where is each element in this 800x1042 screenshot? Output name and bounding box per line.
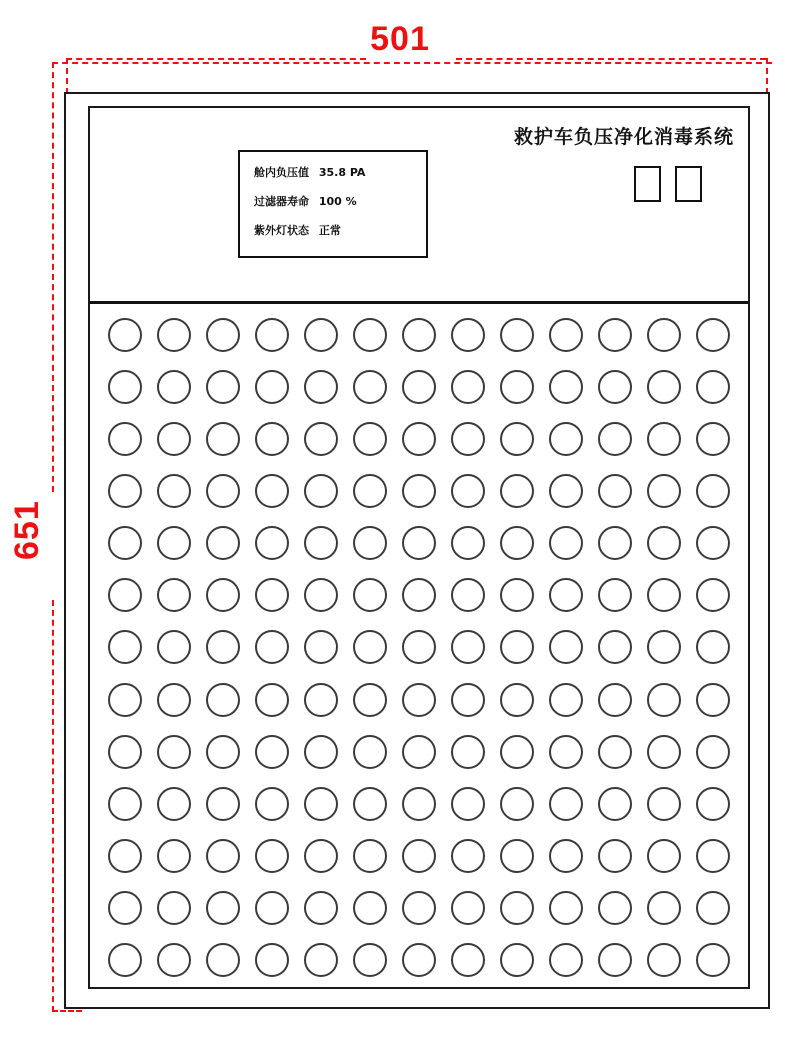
grille-hole (696, 318, 730, 352)
grille-hole (696, 891, 730, 925)
grille-row (100, 370, 738, 404)
grille-hole (157, 422, 191, 456)
grille-hole (402, 839, 436, 873)
grille-hole (500, 683, 534, 717)
status-label-filter-life: 过滤器寿命 (254, 195, 309, 208)
grille-hole (598, 630, 632, 664)
grille-hole (451, 318, 485, 352)
status-display-box (238, 150, 428, 258)
grille-hole (304, 474, 338, 508)
grille-hole (108, 578, 142, 612)
grille-hole (549, 787, 583, 821)
grille-hole (500, 474, 534, 508)
grille-hole (647, 839, 681, 873)
grille-hole (549, 474, 583, 508)
grille-hole (157, 683, 191, 717)
grille-hole (598, 839, 632, 873)
grille-hole (255, 318, 289, 352)
grille-hole (402, 787, 436, 821)
grille-hole (500, 526, 534, 560)
grille-hole (304, 787, 338, 821)
grille-hole (402, 683, 436, 717)
grille-hole (451, 735, 485, 769)
grille-hole (108, 943, 142, 977)
grille-hole (451, 630, 485, 664)
grille-hole (647, 891, 681, 925)
grille-hole (157, 318, 191, 352)
grille-hole (402, 318, 436, 352)
grille-hole (255, 578, 289, 612)
height-dimension-line-bottom (52, 600, 54, 1012)
grille-hole (598, 318, 632, 352)
perforated-air-grille (90, 304, 748, 987)
grille-hole (696, 422, 730, 456)
grille-hole (108, 891, 142, 925)
button-group (634, 166, 702, 202)
grille-hole (402, 630, 436, 664)
control-panel (90, 108, 748, 304)
grille-hole (598, 787, 632, 821)
grille-hole (108, 683, 142, 717)
grille-hole (598, 735, 632, 769)
grille-row (100, 943, 738, 977)
grille-hole (451, 370, 485, 404)
grille-hole (500, 370, 534, 404)
grille-hole (255, 839, 289, 873)
grille-hole (402, 474, 436, 508)
grille-hole (549, 683, 583, 717)
grille-hole (500, 943, 534, 977)
grille-hole (451, 526, 485, 560)
grille-hole (549, 630, 583, 664)
width-dimension-line-right (456, 58, 766, 60)
grille-hole (353, 474, 387, 508)
grille-hole (304, 683, 338, 717)
grille-hole (157, 630, 191, 664)
grille-row (100, 578, 738, 612)
grille-hole (157, 787, 191, 821)
grille-hole (304, 578, 338, 612)
grille-hole (451, 683, 485, 717)
height-dimension-line-top (52, 62, 54, 492)
status-label-uv-lamp: 紫外灯状态 (254, 224, 309, 237)
grille-hole (598, 474, 632, 508)
grille-hole (206, 839, 240, 873)
grille-hole (402, 943, 436, 977)
height-extension-top (52, 62, 772, 64)
grille-hole (549, 578, 583, 612)
grille-hole (500, 578, 534, 612)
grille-hole (696, 474, 730, 508)
grille-hole (206, 474, 240, 508)
grille-hole (304, 526, 338, 560)
grille-hole (304, 630, 338, 664)
grille-hole (255, 943, 289, 977)
overall-width-dimension-label: 501 (370, 20, 430, 58)
grille-hole (157, 943, 191, 977)
grille-row (100, 318, 738, 352)
grille-hole (549, 735, 583, 769)
grille-hole (549, 943, 583, 977)
grille-hole (647, 422, 681, 456)
grille-hole (696, 578, 730, 612)
grille-hole (647, 943, 681, 977)
grille-hole (353, 787, 387, 821)
grille-hole (549, 526, 583, 560)
grille-hole (353, 526, 387, 560)
grille-hole (402, 578, 436, 612)
grille-hole (206, 370, 240, 404)
grille-hole (451, 943, 485, 977)
grille-hole (451, 787, 485, 821)
grille-hole (598, 943, 632, 977)
grille-hole (500, 630, 534, 664)
grille-hole (304, 943, 338, 977)
grille-hole (206, 683, 240, 717)
grille-hole (500, 891, 534, 925)
grille-hole (402, 891, 436, 925)
grille-hole (696, 839, 730, 873)
grille-hole (206, 422, 240, 456)
grille-hole (206, 630, 240, 664)
grille-hole (696, 630, 730, 664)
grille-hole (696, 943, 730, 977)
grille-hole (549, 422, 583, 456)
status-row (254, 222, 426, 238)
grille-hole (451, 891, 485, 925)
grille-hole (598, 370, 632, 404)
grille-hole (255, 474, 289, 508)
grille-row (100, 735, 738, 769)
grille-row (100, 787, 738, 821)
grille-hole (157, 578, 191, 612)
grille-hole (549, 839, 583, 873)
grille-hole (696, 526, 730, 560)
grille-row (100, 683, 738, 717)
grille-hole (255, 370, 289, 404)
device-front-panel (88, 106, 750, 989)
grille-hole (304, 370, 338, 404)
grille-hole (353, 735, 387, 769)
grille-hole (647, 787, 681, 821)
grille-hole (598, 578, 632, 612)
grille-hole (500, 839, 534, 873)
grille-hole (255, 630, 289, 664)
grille-hole (206, 578, 240, 612)
grille-hole (157, 735, 191, 769)
grille-hole (696, 735, 730, 769)
grille-hole (206, 891, 240, 925)
grille-hole (353, 318, 387, 352)
height-extension-bottom (52, 1010, 82, 1012)
grille-hole (108, 526, 142, 560)
grille-hole (549, 370, 583, 404)
grille-hole (206, 787, 240, 821)
grille-hole (255, 526, 289, 560)
grille-hole (304, 422, 338, 456)
overall-height-dimension-label: 651 (8, 500, 46, 560)
grille-row (100, 630, 738, 664)
status-value-filter-life: 100 % (318, 195, 357, 208)
status-label-negative-pressure: 舱内负压值 (254, 166, 309, 179)
grille-hole (647, 683, 681, 717)
grille-hole (696, 370, 730, 404)
grille-hole (647, 526, 681, 560)
grille-hole (157, 474, 191, 508)
grille-hole (157, 370, 191, 404)
grille-hole (353, 943, 387, 977)
grille-hole (647, 318, 681, 352)
grille-hole (353, 630, 387, 664)
device-outer-shell (64, 92, 770, 1009)
grille-hole (598, 526, 632, 560)
status-value-uv-lamp: 正常 (318, 224, 341, 237)
grille-hole (206, 318, 240, 352)
grille-hole (451, 474, 485, 508)
grille-hole (304, 318, 338, 352)
grille-hole (647, 474, 681, 508)
grille-hole (255, 787, 289, 821)
grille-hole (500, 735, 534, 769)
grille-hole (647, 630, 681, 664)
grille-hole (598, 683, 632, 717)
grille-hole (598, 422, 632, 456)
grille-row (100, 526, 738, 560)
grille-hole (206, 943, 240, 977)
grille-hole (598, 891, 632, 925)
grille-hole (108, 474, 142, 508)
grille-hole (402, 526, 436, 560)
grille-hole (353, 891, 387, 925)
grille-row (100, 474, 738, 508)
grille-hole (157, 891, 191, 925)
grille-row (100, 422, 738, 456)
grille-hole (500, 787, 534, 821)
grille-hole (402, 422, 436, 456)
grille-hole (255, 891, 289, 925)
grille-hole (353, 422, 387, 456)
grille-hole (500, 318, 534, 352)
grille-hole (304, 891, 338, 925)
grille-hole (647, 578, 681, 612)
grille-hole (108, 787, 142, 821)
grille-hole (451, 839, 485, 873)
power-button[interactable] (634, 166, 661, 202)
grille-hole (696, 683, 730, 717)
grille-hole (353, 578, 387, 612)
grille-hole (108, 839, 142, 873)
grille-hole (304, 735, 338, 769)
grille-hole (108, 318, 142, 352)
grille-hole (108, 630, 142, 664)
grille-hole (647, 735, 681, 769)
status-row (254, 193, 426, 209)
grille-hole (549, 318, 583, 352)
grille-hole (549, 891, 583, 925)
grille-hole (206, 526, 240, 560)
mode-button[interactable] (675, 166, 702, 202)
grille-hole (157, 526, 191, 560)
grille-row (100, 839, 738, 873)
width-dimension-line-left (66, 58, 366, 60)
grille-hole (157, 839, 191, 873)
grille-hole (353, 683, 387, 717)
grille-hole (451, 422, 485, 456)
grille-hole (304, 839, 338, 873)
grille-hole (255, 683, 289, 717)
status-row (254, 164, 426, 180)
grille-row (100, 891, 738, 925)
grille-hole (402, 735, 436, 769)
grille-hole (108, 422, 142, 456)
grille-hole (108, 735, 142, 769)
status-value-negative-pressure: 35.8 PA (318, 166, 366, 179)
grille-hole (500, 422, 534, 456)
page-title: 救护车负压净化消毒系统 (513, 126, 734, 148)
grille-hole (353, 370, 387, 404)
grille-hole (402, 370, 436, 404)
grille-hole (255, 735, 289, 769)
grille-hole (696, 787, 730, 821)
grille-hole (255, 422, 289, 456)
grille-hole (206, 735, 240, 769)
grille-hole (353, 839, 387, 873)
grille-hole (108, 370, 142, 404)
grille-hole (647, 370, 681, 404)
grille-hole (451, 578, 485, 612)
